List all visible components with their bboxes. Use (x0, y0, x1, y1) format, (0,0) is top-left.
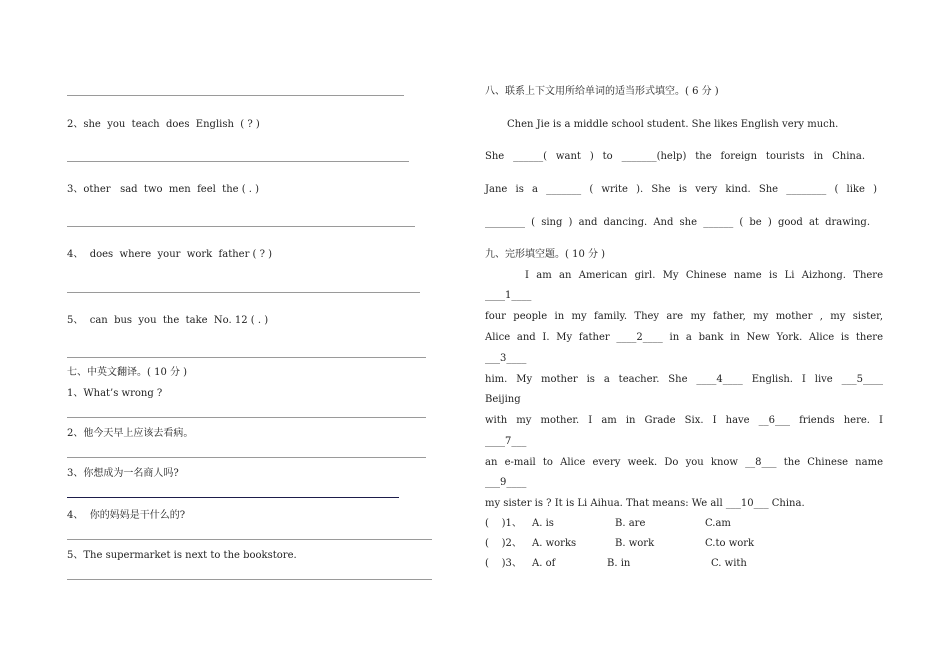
translation-1: 1、What’s wrong ? (67, 388, 163, 399)
answer-line[interactable] (67, 161, 409, 162)
cloze-line: Beijing (485, 394, 521, 405)
translation-4: 4、 你的妈妈是干什么的? (67, 510, 186, 521)
cloze-blank: ____1____ (485, 290, 532, 301)
answer-line[interactable] (67, 357, 426, 358)
cloze-line: him. My mother is a teacher. She ____4____ English. I live ___5____ (485, 374, 883, 385)
answer-line[interactable] (67, 417, 426, 418)
answer-line[interactable] (67, 457, 426, 458)
translation-3: 3、你想成为一名商人吗? (67, 468, 179, 479)
cloze-line: four people in my family. They are my father, my mother , my sister, (485, 311, 883, 322)
answer-line[interactable] (67, 292, 420, 293)
section-8-line: ________ ( sing ) and dancing. And she ______ ( be ) good at drawing. (485, 217, 870, 228)
option-c: C. with (711, 558, 747, 569)
option-paren[interactable]: ( )1、 (485, 518, 522, 529)
option-a: A. is (532, 518, 554, 529)
cloze-blank: ___9____ (485, 477, 527, 488)
option-b: B. are (615, 518, 646, 529)
cloze-line: with my mother. I am in Grade Six. I have __6___ friends here. I (485, 415, 883, 426)
section-8-line: Jane is a _______ ( write ). She is very kind. She ________ ( like ) (485, 184, 877, 195)
translation-5: 5、The supermarket is next to the bookstore. (67, 550, 297, 561)
section-8-line: Chen Jie is a middle school student. She likes English very much. (507, 119, 839, 130)
answer-line[interactable] (67, 95, 404, 96)
option-c: C.am (705, 518, 731, 529)
option-b: B. work (615, 538, 655, 549)
question-3: 3、other sad two men feel the ( . ) (67, 184, 260, 195)
option-c: C.to work (705, 538, 755, 549)
cloze-line: an e-mail to Alice every week. Do you know __8___ the Chinese name (485, 457, 883, 468)
section-8-title: 八、联系上下文用所给单词的适当形式填空。( 6 分 ) (485, 86, 719, 97)
cloze-blank: ___3____ (485, 353, 527, 364)
answer-line[interactable] (67, 579, 432, 580)
section-7-title: 七、中英文翻译。( 10 分 ) (67, 367, 188, 378)
section-9-title: 九、完形填空题。( 10 分 ) (485, 249, 606, 260)
answer-line[interactable] (67, 539, 432, 540)
section-8-line: She ______( want ) to _______(help) the foreign tourists in China. (485, 151, 865, 162)
question-4: 4、 does where your work father ( ? ) (67, 249, 273, 260)
option-paren[interactable]: ( )3、 (485, 558, 522, 569)
cloze-line: my sister is ? It is Li Aihua. That means: We all ___10___ China. (485, 498, 805, 509)
option-a: A. works (532, 538, 577, 549)
cloze-line: Alice and I. My father ____2____ in a bank in New York. Alice is there (485, 332, 883, 343)
option-b: B. in (607, 558, 631, 569)
answer-line[interactable] (67, 226, 415, 227)
option-paren[interactable]: ( )2、 (485, 538, 522, 549)
question-5: 5、 can bus you the take No. 12 ( . ) (67, 315, 269, 326)
cloze-line: I am an American girl. My Chinese name is Li Aizhong. There (525, 270, 883, 281)
cloze-blank: ____7___ (485, 436, 527, 447)
option-a: A. of (532, 558, 556, 569)
translation-2: 2、他今天早上应该去看病。 (67, 428, 194, 439)
question-2: 2、she you teach does English ( ? ) (67, 119, 260, 130)
answer-line[interactable] (67, 497, 399, 498)
